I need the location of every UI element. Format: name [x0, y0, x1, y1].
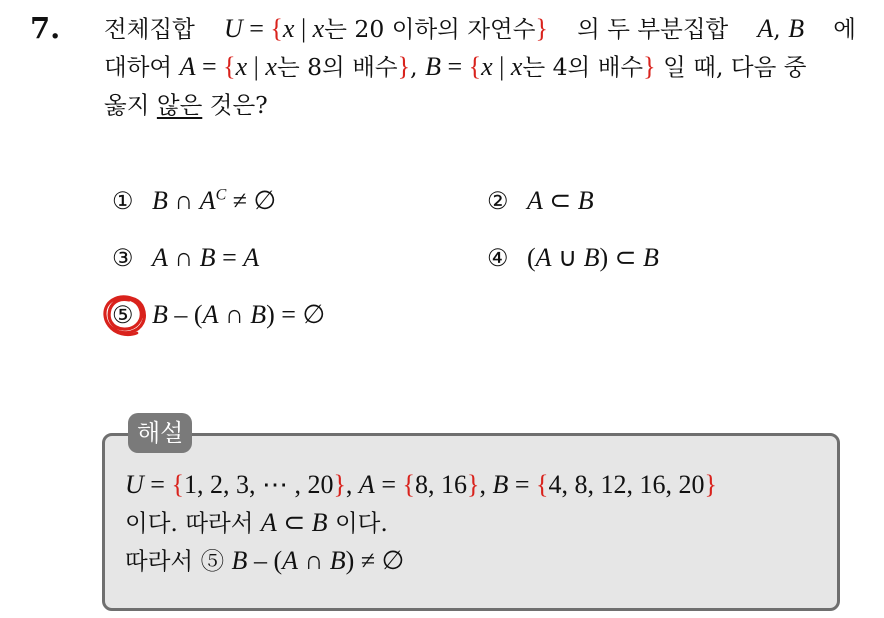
comma: ,: [773, 15, 789, 43]
right-brace: }: [643, 52, 656, 81]
left-brace: {: [223, 52, 236, 81]
such-that-bar: |: [492, 52, 511, 81]
choice-number: ①: [112, 187, 134, 215]
set-a-condition: 는 8의 배수: [276, 53, 398, 81]
s2-post: 이다.: [327, 509, 388, 537]
choice-number: ⑤: [112, 301, 134, 329]
choice-number: ④: [487, 244, 509, 272]
set-b: B: [152, 300, 168, 329]
intersection-op: ∩: [298, 546, 330, 575]
right-brace: }: [704, 470, 717, 499]
set-a: A: [199, 186, 216, 215]
choice-expression: [527, 243, 659, 273]
var-x: x: [235, 52, 248, 81]
solution-line-3: [125, 542, 717, 580]
q1-part-a: 전체집합: [104, 15, 195, 43]
choice-expression: [152, 186, 276, 216]
var-x: x: [481, 52, 493, 81]
right-paren: ): [345, 546, 355, 575]
q1-part-b: 의 두 부분집합: [577, 15, 729, 43]
set-a: A: [179, 52, 196, 81]
set-u: U: [223, 14, 243, 43]
set-a-elements: 8, 16: [414, 470, 467, 499]
q1-part-c: 에: [833, 15, 856, 43]
set-b-condition: 는 4의 배수: [522, 53, 644, 81]
set-a: A: [757, 14, 774, 43]
set-b: B: [642, 243, 659, 272]
set-condition: 는 20 이하의 자연수: [324, 15, 536, 43]
intersection-op: ∩: [167, 186, 200, 215]
set-a: A: [527, 186, 543, 215]
var-x: x: [282, 14, 295, 43]
set-b: B: [329, 546, 346, 575]
question-line-3: [104, 86, 864, 124]
left-brace: {: [468, 52, 482, 81]
solution-text: [125, 466, 717, 580]
complement-superscript: C: [215, 186, 227, 204]
comma: ,: [345, 470, 359, 499]
answer-circle-mark: [101, 292, 151, 338]
q3-part-b: 것은?: [202, 91, 268, 119]
right-brace: }: [333, 470, 346, 499]
equals-sign: =: [508, 470, 537, 499]
relation: ⊂: [608, 243, 643, 272]
set-b: B: [152, 186, 168, 215]
choice-2[interactable]: [487, 186, 594, 216]
question-line-2: [104, 48, 864, 86]
q2-tail: 일 때, 다음 중: [655, 53, 807, 81]
choice-number: ②: [487, 187, 509, 215]
s2-pre: 이다. 따라서: [125, 509, 261, 537]
relation: ≠ ∅: [354, 546, 405, 575]
such-that-bar: |: [294, 14, 313, 43]
left-brace: {: [270, 14, 283, 43]
question-number: 7.: [30, 11, 61, 45]
set-b: B: [425, 52, 441, 81]
universal-set-definition: [224, 10, 548, 48]
right-paren: ): [266, 300, 275, 329]
choice-1[interactable]: [112, 186, 276, 216]
right-brace: }: [466, 470, 480, 499]
choice-number: ③: [112, 244, 134, 272]
set-u-elements: 1, 2, 3, ⋯ , 20: [183, 470, 334, 499]
solution-line-2: [125, 504, 717, 542]
subset-op: ⊂: [542, 186, 578, 215]
set-a: A: [152, 243, 168, 272]
right-brace: }: [535, 14, 548, 43]
set-a: A: [243, 243, 260, 272]
var-x: x: [312, 14, 325, 43]
set-a: A: [260, 508, 277, 537]
set-a: A: [535, 243, 552, 272]
set-b: B: [250, 300, 267, 329]
relation: =: [215, 243, 244, 272]
left-brace: {: [402, 470, 415, 499]
set-b: B: [311, 508, 328, 537]
choice-3[interactable]: [112, 243, 259, 273]
set-b: B: [231, 546, 248, 575]
underlined-negation: 않은: [156, 91, 203, 119]
choice-expression: [527, 186, 594, 216]
intersection-op: ∩: [218, 300, 251, 329]
set-u: U: [125, 470, 144, 499]
s3-pre: 따라서 ⑤: [125, 547, 232, 575]
left-brace: {: [536, 470, 549, 499]
equals-sign: =: [242, 14, 271, 43]
question-line-1: [104, 10, 856, 48]
q2-part-a: 대하여: [104, 53, 180, 81]
relation: = ∅: [274, 300, 326, 329]
var-x: x: [265, 52, 277, 81]
set-b: B: [492, 470, 509, 499]
set-a: A: [202, 300, 219, 329]
equals-sign: =: [195, 52, 224, 81]
subset-op: ⊂: [276, 508, 312, 537]
set-b: B: [199, 243, 216, 272]
subset-names: [757, 10, 804, 48]
solution-tab-label: 해설: [128, 413, 192, 453]
choice-4[interactable]: [487, 243, 659, 273]
equals-sign: =: [143, 470, 172, 499]
equals-sign: =: [440, 52, 469, 81]
right-paren: ): [599, 243, 609, 272]
comma: ,: [410, 53, 426, 81]
comma: ,: [479, 470, 493, 499]
set-b: B: [583, 243, 600, 272]
set-b: B: [788, 14, 805, 43]
such-that-bar: |: [247, 52, 266, 81]
equals-sign: =: [374, 470, 403, 499]
question-text: [104, 10, 864, 124]
left-paren: (: [527, 243, 536, 272]
set-a: A: [358, 470, 375, 499]
var-x: x: [510, 52, 523, 81]
relation: ≠ ∅: [226, 186, 277, 215]
intersection-op: ∩: [167, 243, 200, 272]
solution-line-1: [125, 466, 717, 504]
set-a: A: [282, 546, 298, 575]
minus-op: – (: [167, 300, 203, 329]
minus-op: – (: [247, 546, 283, 575]
choice-expression: [152, 243, 259, 273]
left-brace: {: [171, 470, 184, 499]
q3-part-a: 옳지: [104, 91, 157, 119]
right-brace: }: [397, 52, 411, 81]
choice-expression: [152, 300, 325, 330]
set-b: B: [577, 186, 594, 215]
set-b-elements: 4, 8, 12, 16, 20: [548, 470, 705, 499]
union-op: ∪: [551, 243, 584, 272]
